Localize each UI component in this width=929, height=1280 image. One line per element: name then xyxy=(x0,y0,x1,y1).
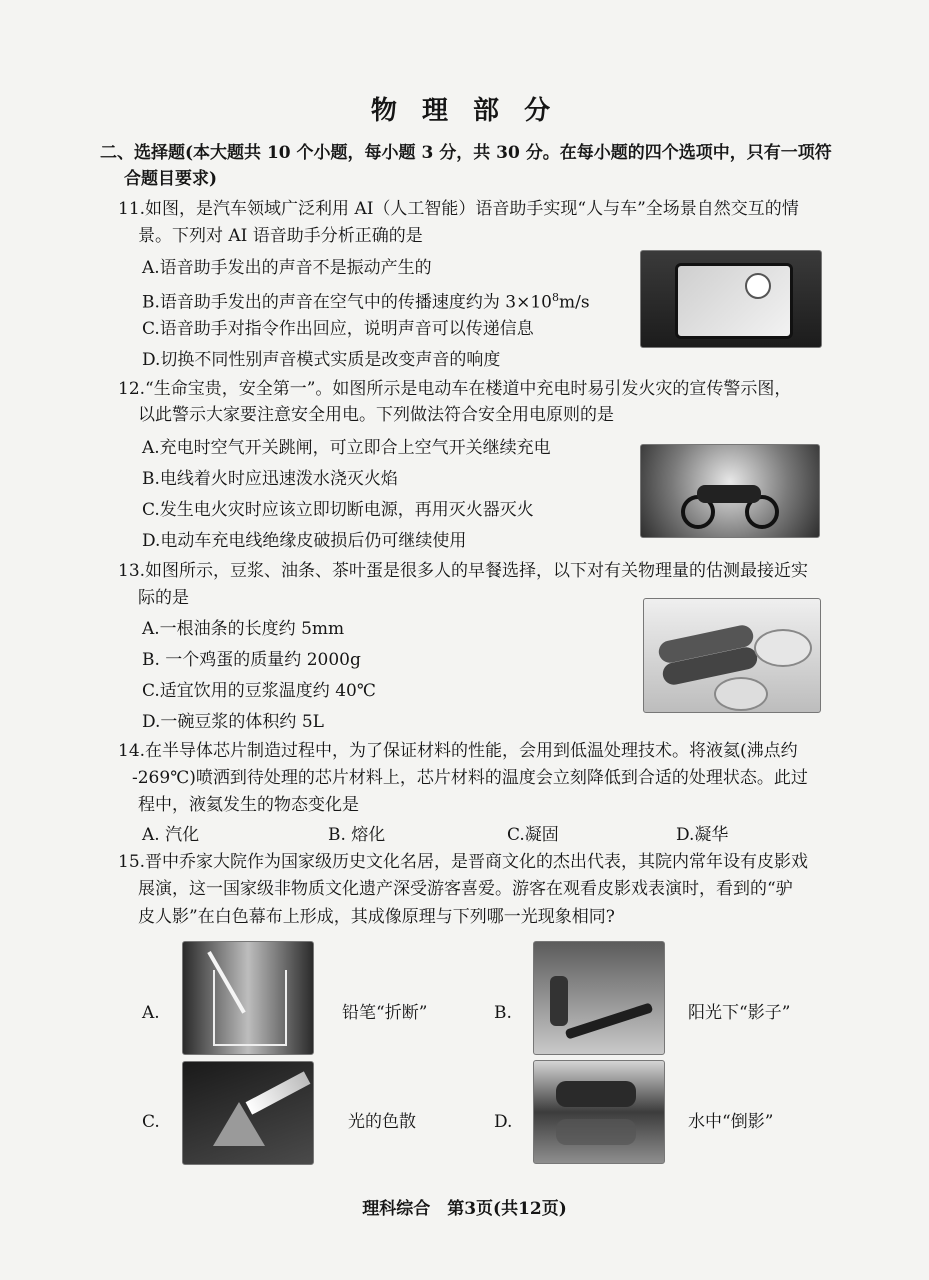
q15-option-c-text: 光的色散 xyxy=(348,1112,416,1132)
q15-option-a-letter: A. xyxy=(142,1003,160,1023)
q11-stem-line1: 11.如图，是汽车领域广泛利用 AI（人工智能）语音助手实现“人与车”全场景自然交互的情 xyxy=(118,199,799,219)
q11-option-b-exponent: 8 xyxy=(552,291,559,304)
ebike-body-shape xyxy=(697,485,761,503)
shadow-image xyxy=(533,941,665,1055)
q11-option-c: C.语音助手对指令作出回应，说明声音可以传递信息 xyxy=(142,319,534,339)
q12-option-d: D.电动车充电线绝缘皮破损后仍可继续使用 xyxy=(142,531,467,551)
light-beam-shape xyxy=(246,1071,311,1114)
q12-option-b: B.电线着火时应迅速泼水浇灭火焰 xyxy=(142,469,398,489)
q13-stem-line1: 13.如图所示，豆浆、油条、茶叶蛋是很多人的早餐选择，以下对有关物理量的估测最接近实 xyxy=(118,561,809,581)
breakfast-image xyxy=(643,598,821,713)
q12-option-a: A.充电时空气开关跳闸，可立即合上空气开关继续充电 xyxy=(142,438,551,458)
car-screen-image xyxy=(640,250,822,348)
q11-option-a: A.语音助手发出的声音不是振动产生的 xyxy=(142,258,432,278)
shadow-shape xyxy=(565,1002,654,1039)
q15-option-c-letter: C. xyxy=(142,1112,160,1132)
page-footer: 理科综合 第3页(共12页) xyxy=(362,1199,567,1219)
q14-stem-line3: 程中，液氦发生的物态变化是 xyxy=(138,795,359,815)
person-shape xyxy=(550,976,568,1026)
q15-option-a-text: 铅笔“折断” xyxy=(342,1003,428,1023)
animal-shape xyxy=(556,1081,636,1107)
q13-option-c: C.适宜饮用的豆浆温度约 40℃ xyxy=(142,681,376,701)
q11-option-b-unit: m/s xyxy=(559,292,590,313)
q13-option-b: B. 一个鸡蛋的质量约 2000g xyxy=(142,650,361,670)
q14-stem-line1: 14.在半导体芯片制造过程中，为了保证材料的性能，会用到低温处理技术。将液氦(沸点约 xyxy=(118,741,798,761)
q15-stem-line1: 15.晋中乔家大院作为国家级历史文化名居，是晋商文化的杰出代表，其院内常年设有皮影戏 xyxy=(118,852,809,872)
prism-dispersion-image xyxy=(182,1061,314,1165)
q15-stem-line3: 皮人影”在白色幕布上形成，其成像原理与下列哪一光现象相同? xyxy=(138,907,615,927)
q11-option-b-text: B.语音助手发出的声音在空气中的传播速度约为 3×10 xyxy=(142,292,552,313)
q14-option-a: A. 汽化 xyxy=(142,825,200,845)
egg-bowl-shape xyxy=(714,677,768,711)
q14-option-b: B. 熔化 xyxy=(328,825,386,845)
q11-option-b xyxy=(142,287,590,314)
q15-option-d-text: 水中“倒影” xyxy=(688,1112,774,1132)
q13-option-d: D.一碗豆浆的体积约 5L xyxy=(142,712,324,732)
q14-option-c: C.凝固 xyxy=(507,825,559,845)
q12-option-c: C.发生电火灾时应该立即切断电源，再用灭火器灭火 xyxy=(142,500,534,520)
section-header-line1: 二、选择题(本大题共 10 个小题，每小题 3 分，共 30 分。在每小题的四个选项中，只有一项符 xyxy=(100,143,832,163)
section-header-line2: 合题目要求) xyxy=(124,169,218,189)
car-screen-display-shape xyxy=(675,263,793,339)
robot-head-shape xyxy=(745,273,771,299)
ebike-charging-image xyxy=(640,444,820,538)
q11-option-d: D.切换不同性别声音模式实质是改变声音的响度 xyxy=(142,350,501,370)
q11-stem-line2: 景。下列对 AI 语音助手分析正确的是 xyxy=(138,226,423,246)
q13-option-a: A.一根油条的长度约 5mm xyxy=(142,619,345,639)
page-title: 物 理 部 分 xyxy=(370,96,559,126)
q15-option-d-letter: D. xyxy=(494,1112,513,1132)
q15-option-b-letter: B. xyxy=(494,1003,512,1023)
q15-option-b-text: 阳光下“影子” xyxy=(688,1003,791,1023)
soymilk-bowl-shape xyxy=(754,629,812,667)
q14-stem-line2: -269℃)喷洒到待处理的芯片材料上，芯片材料的温度会立刻降低到合适的处理状态。此过 xyxy=(132,768,808,788)
q12-stem-line1: 12.“生命宝贵，安全第一”。如图所示是电动车在楼道中充电时易引发火灾的宣传警示图， xyxy=(118,379,792,399)
reflection-shape xyxy=(556,1119,636,1145)
q14-option-d: D.凝华 xyxy=(676,825,729,845)
pencil-refraction-image xyxy=(182,941,314,1055)
q12-stem-line2: 以此警示大家要注意安全用电。下列做法符合安全用电原则的是 xyxy=(138,405,614,425)
q13-stem-line2: 际的是 xyxy=(138,588,189,608)
water-reflection-image xyxy=(533,1060,665,1164)
q15-stem-line2: 展演，这一国家级非物质文化遗产深受游客喜爱。游客在观看皮影戏表演时，看到的“驴 xyxy=(138,879,793,899)
